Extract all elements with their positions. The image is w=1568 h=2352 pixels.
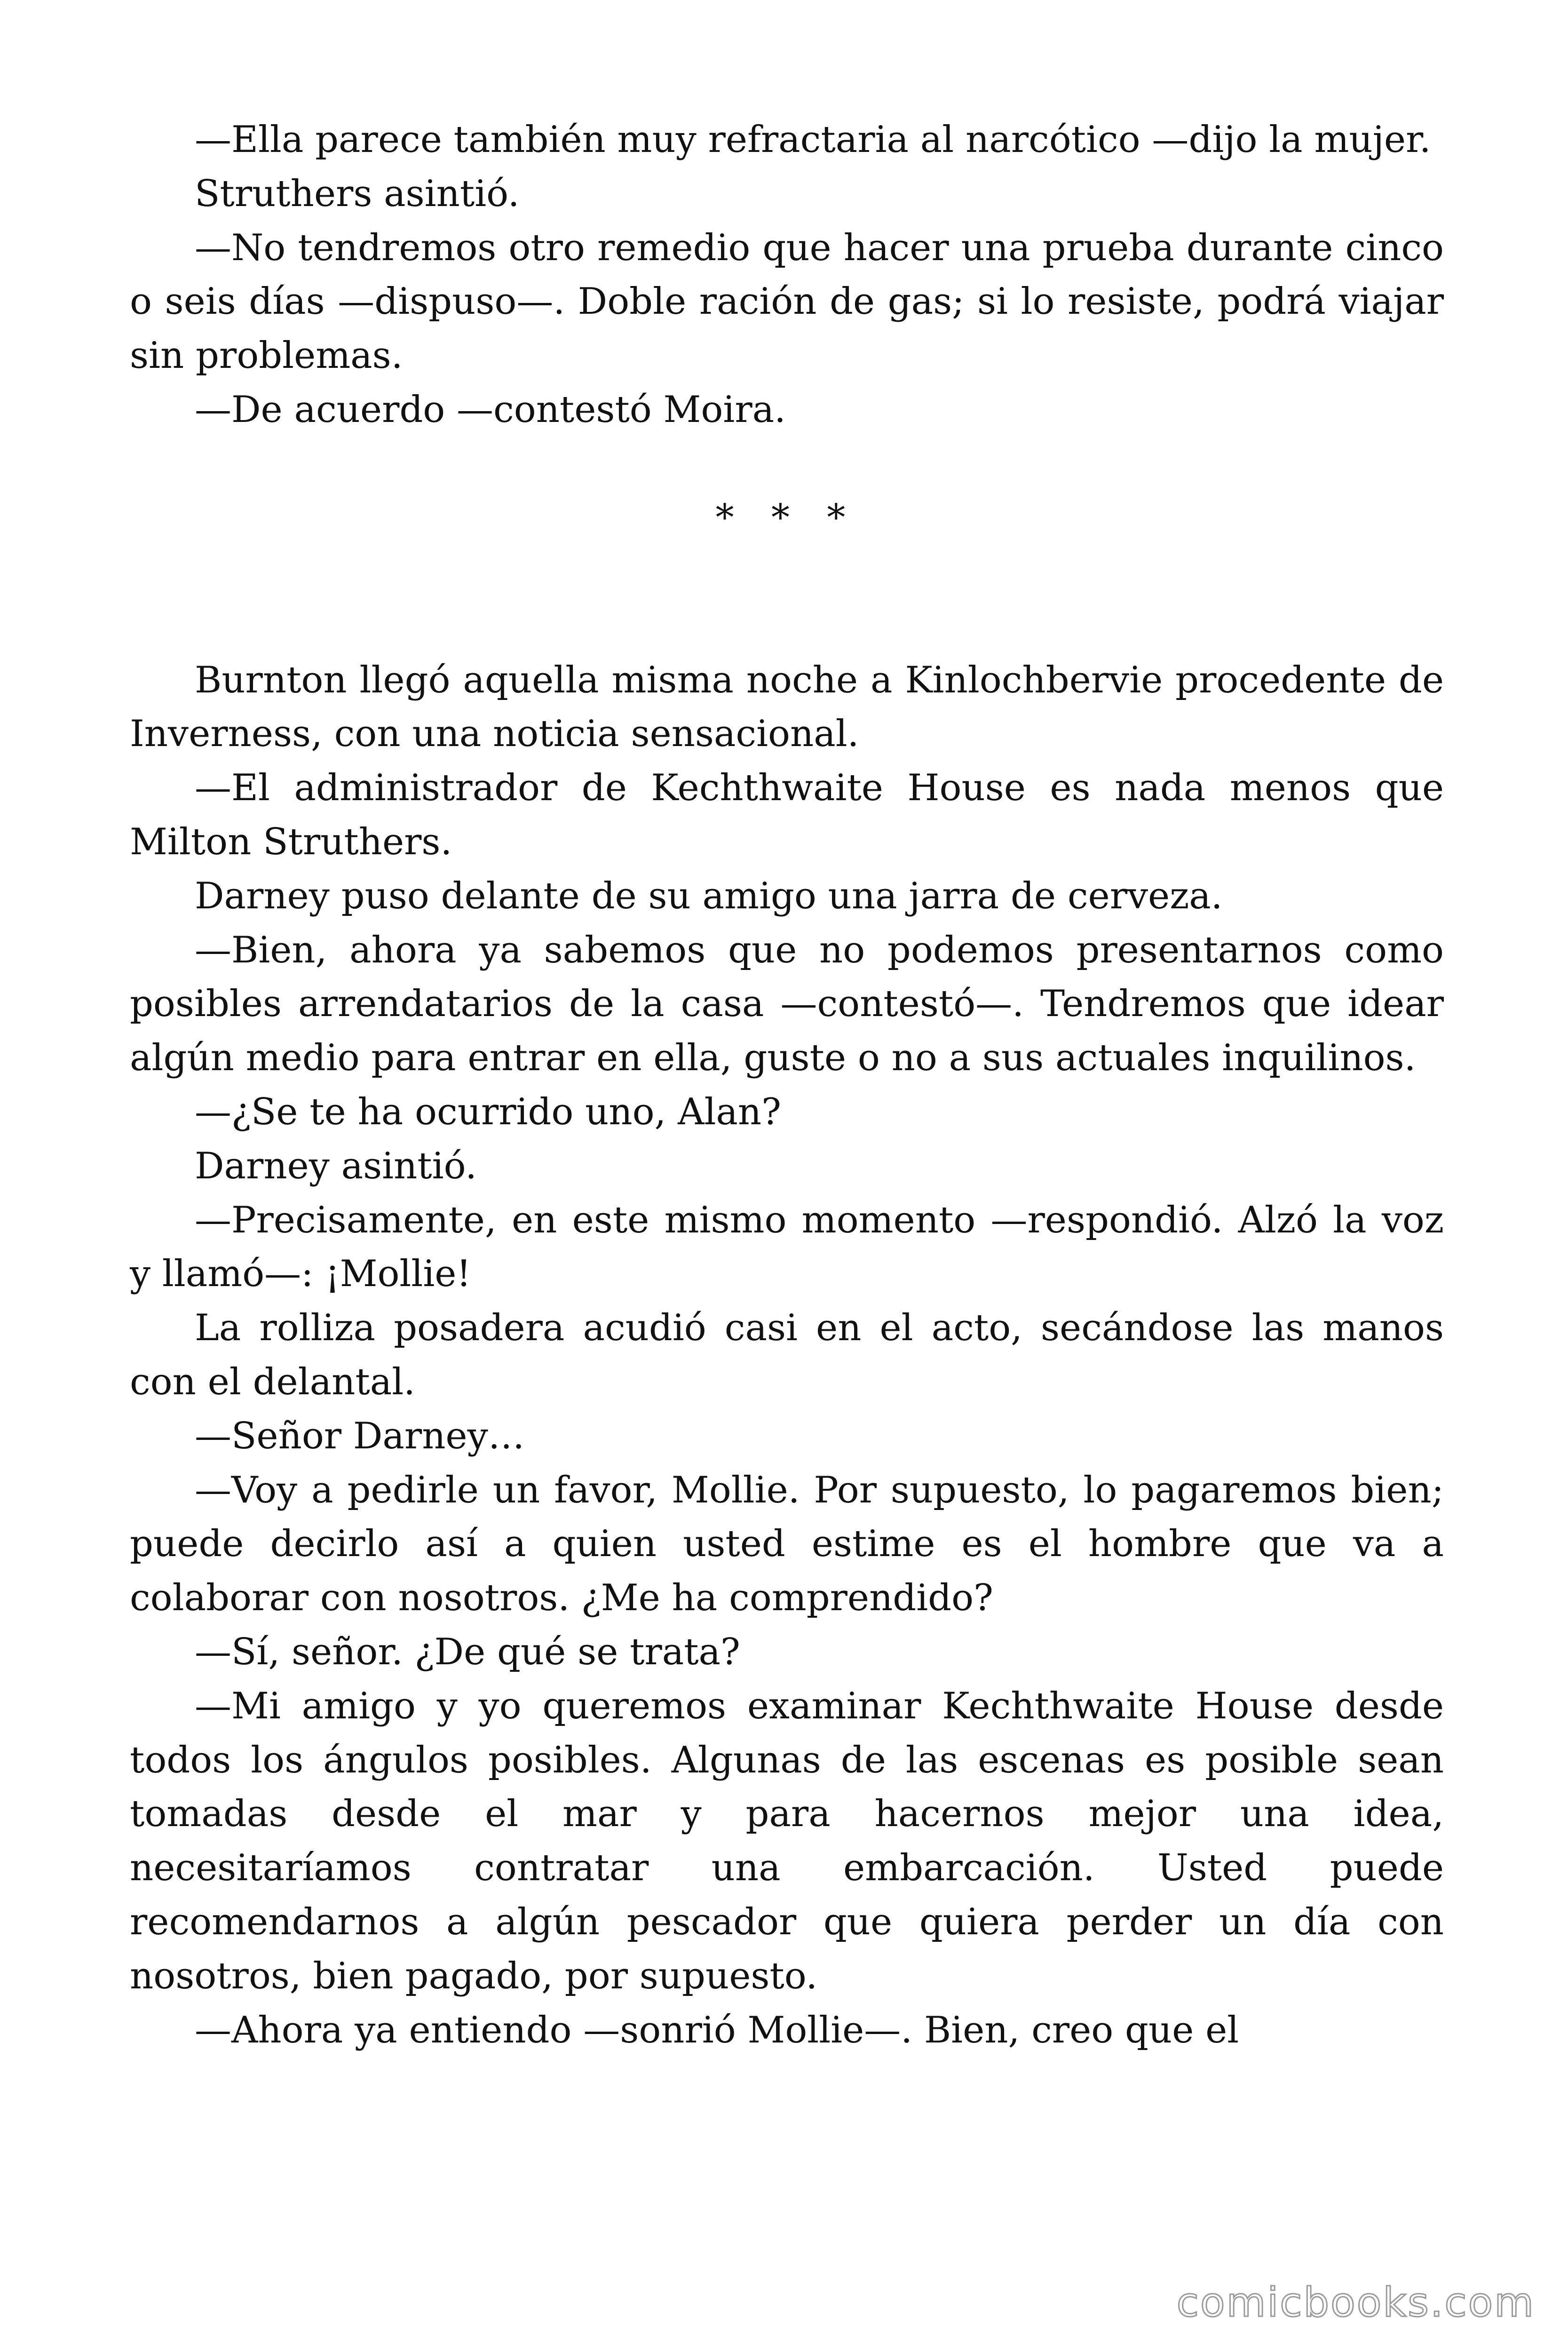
paragraph: —Mi amigo y yo queremos examinar Kechthwaite House desde todos los ángulos posibles. Algunas de las escenas es posible sean tomadas desde el mar y para hacernos mejor una idea, necesitaríamos contratar una embarcación. Usted puede recomendarnos a algún pescador que quiera perder un día con nosotros, bien pagado, por supuesto. xyxy=(130,1685,1444,1997)
page-text xyxy=(130,113,1444,2057)
watermark: comicbooks.com xyxy=(1176,2279,1535,2326)
paragraph: —Precisamente, en este mismo momento —respondió. Alzó la voz y llamó—: ¡Mollie! xyxy=(130,1199,1444,1295)
paragraph: —Voy a pedirle un favor, Mollie. Por supuesto, lo pagaremos bien; puede decirlo así a quien usted estime es el hombre que va a colaborar con nosotros. ¿Me ha comprendido? xyxy=(130,1469,1444,1620)
paragraph: —Bien, ahora ya sabemos que no podemos presentarnos como posibles arrendatarios de la casa —contestó—. Tendremos que idear algún medio para entrar en ella, guste o no a sus actuales inquilinos. xyxy=(130,929,1444,1080)
paragraph: Darney asintió. xyxy=(195,1144,477,1187)
paragraph: Darney puso delante de su amigo una jarra de cerveza. xyxy=(195,874,1223,917)
paragraph: —De acuerdo —contestó Moira. xyxy=(195,388,786,431)
paragraph: La rolliza posadera acudió casi en el acto, secándose las manos con el delantal. xyxy=(130,1307,1444,1403)
paragraph: Burnton llegó aquella misma noche a Kinlochbervie procedente de Inverness, con una noticia sensacional. xyxy=(130,659,1444,755)
paragraph: —El administrador de Kechthwaite House es nada menos que Milton Struthers. xyxy=(130,767,1444,863)
section-break: * * * xyxy=(715,496,858,539)
paragraph: —Ella parece también muy refractaria al narcótico —dijo la mujer. xyxy=(195,119,1431,161)
spacer xyxy=(130,545,1444,653)
spacer xyxy=(130,437,1444,491)
paragraph: —Ahora ya entiendo —sonrió Mollie—. Bien, creo que el xyxy=(195,2009,1239,2051)
paragraph: —Sí, señor. ¿De qué se trata? xyxy=(195,1630,740,1673)
paragraph: Struthers asintió. xyxy=(195,172,520,215)
paragraph: —No tendremos otro remedio que hacer una prueba durante cinco o seis días —dispuso—. Doble ración de gas; si lo resiste, podrá viajar sin problemas. xyxy=(130,226,1444,377)
paragraph: —¿Se te ha ocurrido uno, Alan? xyxy=(195,1090,781,1133)
paragraph: —Señor Darney… xyxy=(195,1414,525,1457)
